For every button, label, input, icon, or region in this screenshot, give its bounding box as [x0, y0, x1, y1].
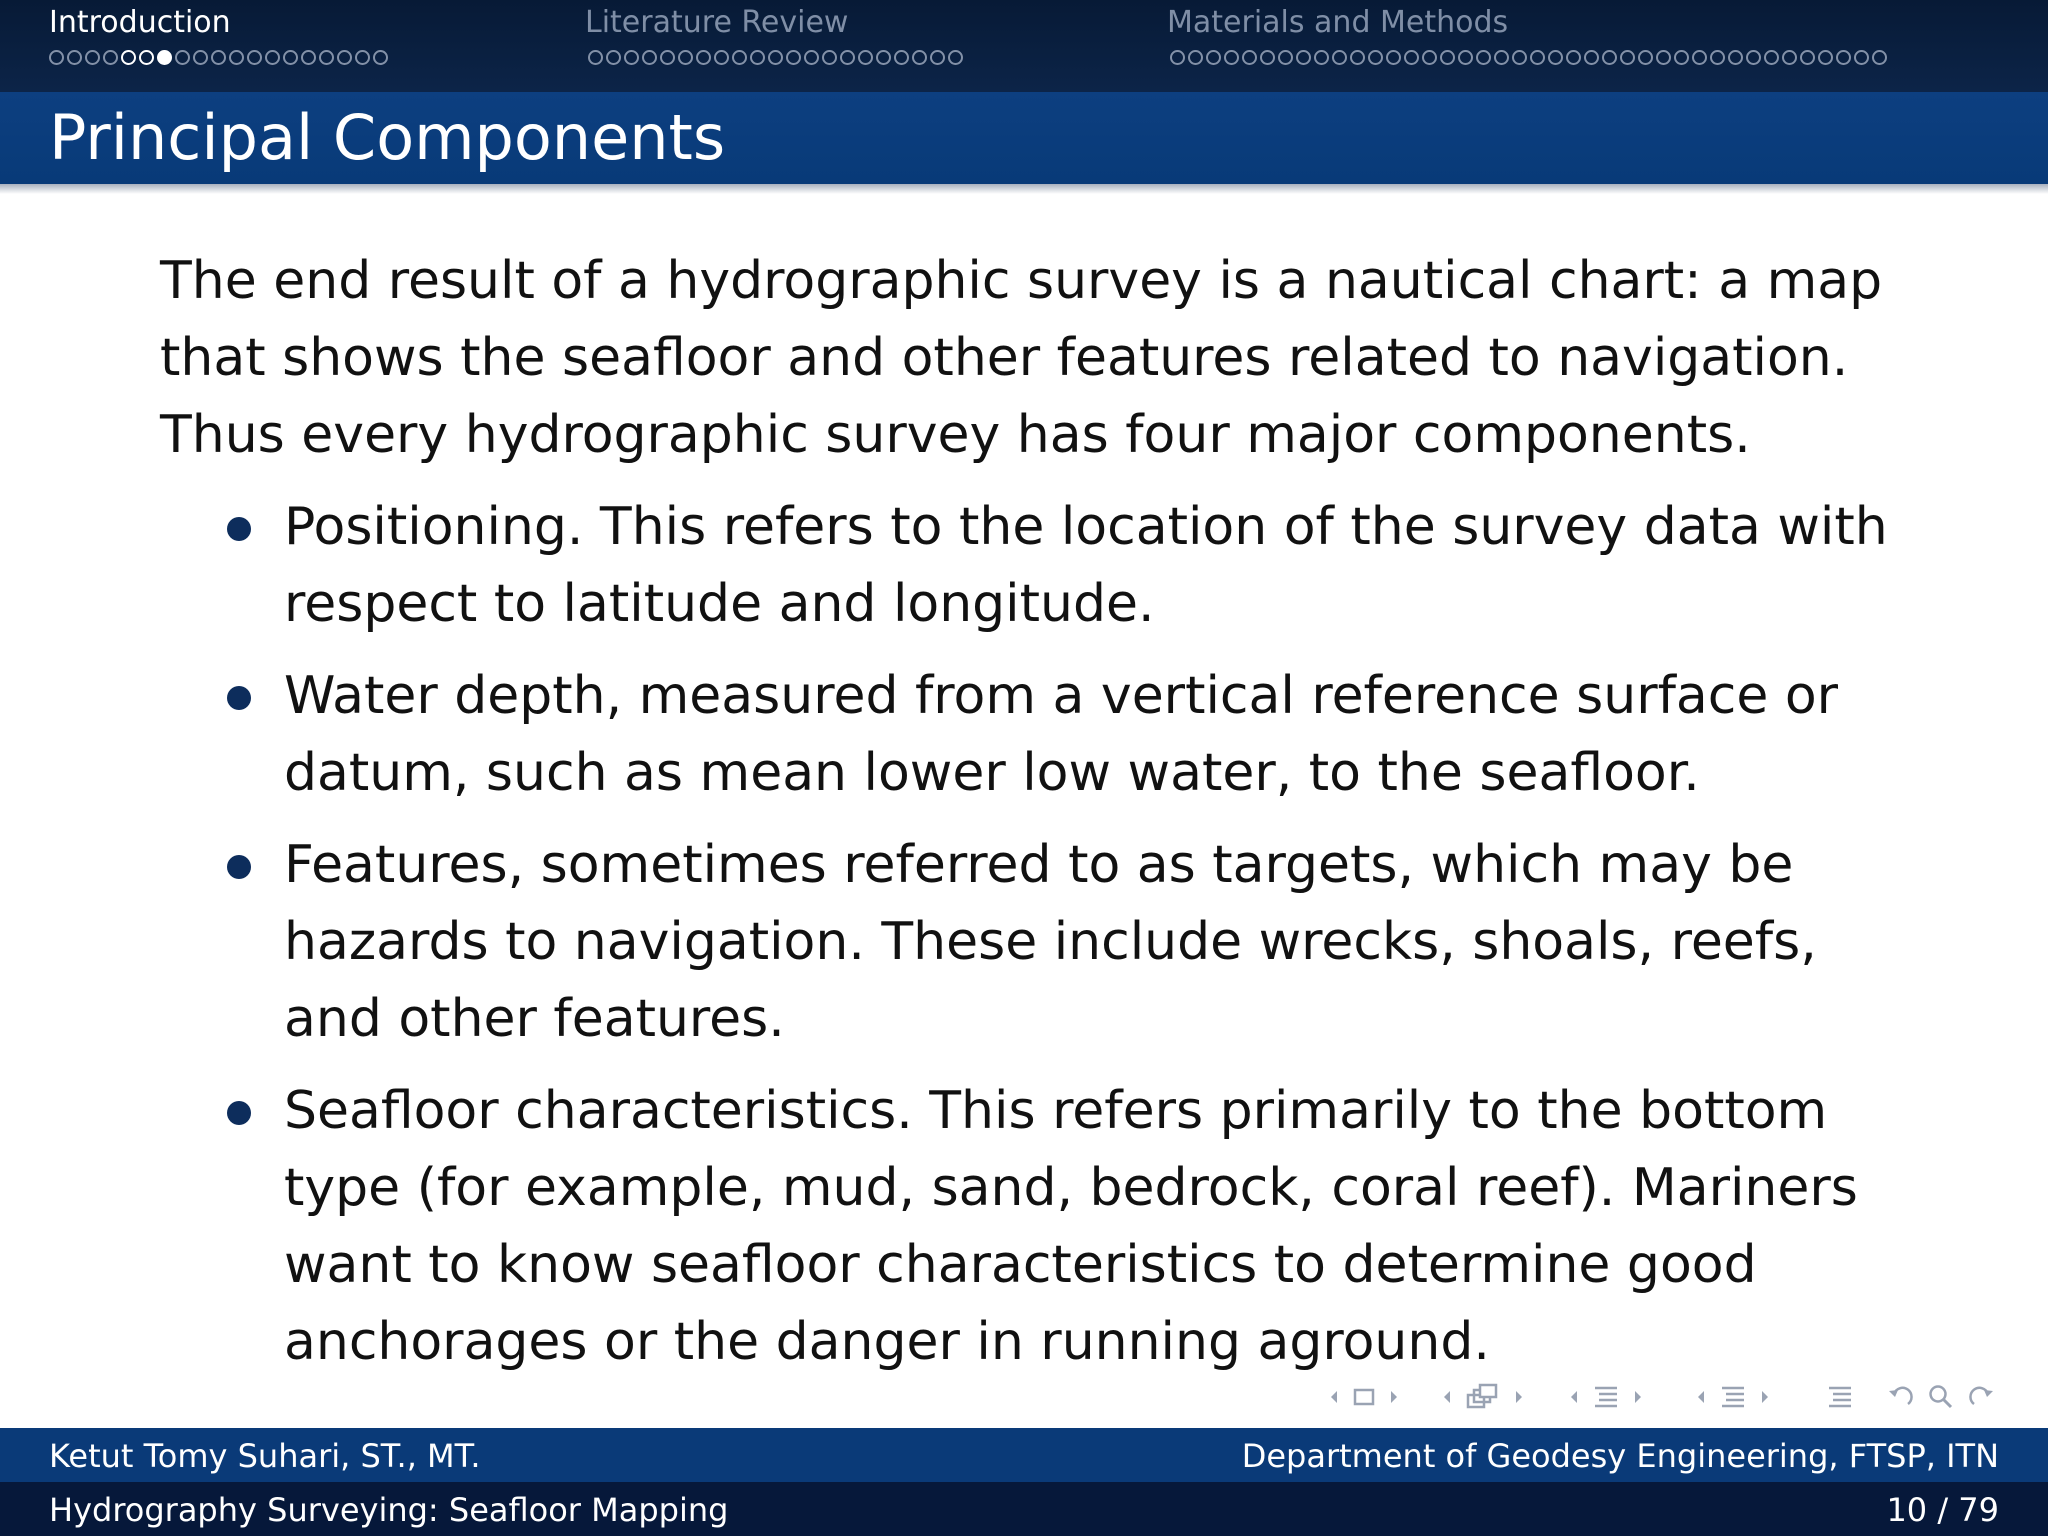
- footer-author: Ketut Tomy Suhari, ST., MT.: [49, 1437, 481, 1475]
- frame-dot[interactable]: [247, 50, 262, 65]
- frame-dot[interactable]: [1728, 50, 1743, 65]
- document-nav-icon[interactable]: [1696, 1382, 1796, 1412]
- frame-nav-icon[interactable]: [1329, 1382, 1415, 1412]
- frame-dot[interactable]: [822, 50, 837, 65]
- frame-dot[interactable]: [1188, 50, 1203, 65]
- nav-section-title[interactable]: Materials and Methods: [1167, 5, 1509, 40]
- frame-dot[interactable]: [1764, 50, 1779, 65]
- frame-dot[interactable]: [624, 50, 639, 65]
- frame-dot[interactable]: [67, 50, 82, 65]
- list-item: [160, 658, 1920, 812]
- list-item-text: Seafloor characteristics. This refers primarily to the bottom type (for example, mud, sand, bedrock, coral reef). Mariners want to know seafloor characteristics to determine good anchorages or the danger in running aground.: [284, 1081, 1858, 1372]
- frame-dot[interactable]: [121, 50, 136, 65]
- beamer-navigation-symbols: [1324, 1380, 2001, 1414]
- frame-dot[interactable]: [678, 50, 693, 65]
- intro-paragraph: The end result of a hydrographic survey is a nautical chart: a map that shows the seafloor and other features related to navigation. Thus every hydrographic survey has four major components.: [160, 251, 1883, 465]
- bullet-icon: [227, 517, 251, 541]
- frame-dot[interactable]: [1872, 50, 1887, 65]
- section-navigation-bar: [0, 0, 2048, 92]
- frame-dots: [588, 50, 963, 65]
- frame-dot[interactable]: [1656, 50, 1671, 65]
- frame-dot[interactable]: [373, 50, 388, 65]
- footer-institute: Department of Geodesy Engineering, FTSP, ITN: [1241, 1437, 1999, 1475]
- list-item: [160, 1073, 1920, 1381]
- frame-dot[interactable]: [768, 50, 783, 65]
- frame-dot[interactable]: [912, 50, 927, 65]
- footer-short-title: Hydrography Surveying: Seafloor Mapping: [49, 1491, 729, 1529]
- list-item: [160, 827, 1920, 1058]
- frame-dot[interactable]: [1602, 50, 1617, 65]
- frame-dot[interactable]: [1566, 50, 1581, 65]
- frame-dot[interactable]: [660, 50, 675, 65]
- frame-dot[interactable]: [1584, 50, 1599, 65]
- frame-dot[interactable]: [301, 50, 316, 65]
- frame-dot[interactable]: [1440, 50, 1455, 65]
- frame-dot[interactable]: [1548, 50, 1563, 65]
- frame-dot[interactable]: [265, 50, 280, 65]
- frame-dot[interactable]: [1278, 50, 1293, 65]
- frame-dot[interactable]: [606, 50, 621, 65]
- frame-dot[interactable]: [786, 50, 801, 65]
- subsection-nav-icon[interactable]: [1442, 1382, 1542, 1412]
- frame-dot[interactable]: [876, 50, 891, 65]
- page-title: Principal Components: [49, 101, 726, 174]
- frame-dot[interactable]: [1350, 50, 1365, 65]
- frame-dot[interactable]: [1386, 50, 1401, 65]
- frame-dot[interactable]: [1530, 50, 1545, 65]
- frame-dot[interactable]: [894, 50, 909, 65]
- frame-dot[interactable]: [1242, 50, 1257, 65]
- frame-dot[interactable]: [1638, 50, 1653, 65]
- frame-dot[interactable]: [732, 50, 747, 65]
- frame-dot[interactable]: [283, 50, 298, 65]
- frame-dot[interactable]: [696, 50, 711, 65]
- bullet-icon: [227, 686, 251, 710]
- frame-dot[interactable]: [1170, 50, 1185, 65]
- frame-dot[interactable]: [1314, 50, 1329, 65]
- toc-icon[interactable]: [1823, 1382, 1859, 1412]
- frame-dot[interactable]: [750, 50, 765, 65]
- list-item-text: Features, sometimes referred to as targets, which may be hazards to navigation. These include wrecks, shoals, reefs, and other features.: [284, 835, 1817, 1049]
- frame-dot[interactable]: [1494, 50, 1509, 65]
- frame-dot[interactable]: [1224, 50, 1239, 65]
- frame-dot[interactable]: [49, 50, 64, 65]
- frame-dot[interactable]: [193, 50, 208, 65]
- frame-dot[interactable]: [1674, 50, 1689, 65]
- frame-dot[interactable]: [1692, 50, 1707, 65]
- frame-dot[interactable]: [211, 50, 226, 65]
- frame-dot[interactable]: [1818, 50, 1833, 65]
- frame-dot[interactable]: [175, 50, 190, 65]
- frame-dot[interactable]: [804, 50, 819, 65]
- nav-section-title[interactable]: Introduction: [49, 5, 231, 40]
- frame-dot[interactable]: [948, 50, 963, 65]
- forward-icon[interactable]: [1966, 1382, 1996, 1412]
- frame-dot[interactable]: [1800, 50, 1815, 65]
- frame-dot[interactable]: [319, 50, 334, 65]
- frame-dot[interactable]: [1368, 50, 1383, 65]
- frame-dot[interactable]: [157, 50, 172, 65]
- frame-dot[interactable]: [139, 50, 154, 65]
- frame-dot[interactable]: [1260, 50, 1275, 65]
- page-number: 10 / 79: [1886, 1491, 1999, 1529]
- frame-dot[interactable]: [337, 50, 352, 65]
- frame-dot[interactable]: [858, 50, 873, 65]
- footer-title-bar: [0, 1482, 2048, 1536]
- back-icon[interactable]: [1886, 1382, 1916, 1412]
- footer-info-bar: [0, 1428, 2048, 1482]
- frame-dot[interactable]: [1836, 50, 1851, 65]
- components-list: [160, 489, 1920, 1381]
- frame-dot[interactable]: [355, 50, 370, 65]
- frame-dot[interactable]: [1710, 50, 1725, 65]
- frame-dot[interactable]: [1296, 50, 1311, 65]
- frame-dot[interactable]: [1404, 50, 1419, 65]
- frame-dot[interactable]: [1782, 50, 1797, 65]
- frame-dot[interactable]: [714, 50, 729, 65]
- frame-dot[interactable]: [840, 50, 855, 65]
- frame-dot[interactable]: [103, 50, 118, 65]
- frame-dot[interactable]: [1512, 50, 1527, 65]
- frame-dot[interactable]: [1458, 50, 1473, 65]
- frame-dot[interactable]: [642, 50, 657, 65]
- frame-dot[interactable]: [1620, 50, 1635, 65]
- frame-dot[interactable]: [85, 50, 100, 65]
- frame-dot[interactable]: [1332, 50, 1347, 65]
- bullet-icon: [227, 1101, 251, 1125]
- list-item: [160, 489, 1920, 643]
- frame-dot[interactable]: [1476, 50, 1491, 65]
- search-icon[interactable]: [1926, 1382, 1956, 1412]
- frame-dots: [1170, 50, 1887, 65]
- list-item-text: Water depth, measured from a vertical reference surface or datum, such as mean lower low water, to the seafloor.: [284, 666, 1839, 803]
- frame-title-bar: [0, 92, 2048, 184]
- nav-section-title[interactable]: Literature Review: [585, 5, 849, 40]
- slide-body: [160, 243, 1920, 1396]
- frame-dot[interactable]: [1746, 50, 1761, 65]
- section-nav-icon[interactable]: [1569, 1382, 1669, 1412]
- frame-dot[interactable]: [1422, 50, 1437, 65]
- frame-dots: [49, 50, 388, 65]
- frame-dot[interactable]: [229, 50, 244, 65]
- frame-dot[interactable]: [1854, 50, 1869, 65]
- frame-dot[interactable]: [930, 50, 945, 65]
- frame-dot[interactable]: [588, 50, 603, 65]
- frame-dot[interactable]: [1206, 50, 1221, 65]
- list-item-text: Positioning. This refers to the location of the survey data with respect to latitude and longitude.: [284, 497, 1888, 634]
- bullet-icon: [227, 855, 251, 879]
